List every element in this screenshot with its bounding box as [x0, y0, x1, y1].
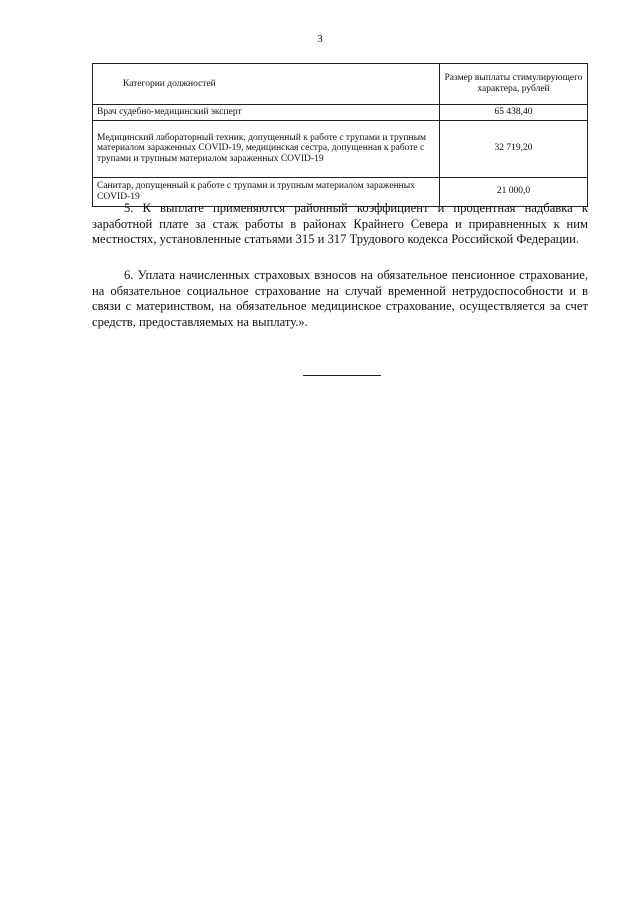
- table-header-row: [93, 64, 588, 105]
- row-amount: 65 438,40: [440, 105, 588, 121]
- row-category: Медицинский лабораторный техник, допущенный к работе с трупами и трупным материалом зараженных COVID-19, медицинская сестра, допущенная к работе с трупами и трупным материалом зараженных COVID-19: [93, 120, 440, 177]
- header-amount: Размер выплаты стимулирующего характера, рублей: [440, 64, 588, 105]
- row-category: Санитар, допущенный к работе с трупами и трупным материалом зараженных COVID-19: [93, 177, 440, 206]
- header-category: Категории должностей: [93, 64, 440, 105]
- end-divider-line: [303, 375, 381, 376]
- paragraph-5: 5. К выплате применяются районный коэффициент и процентная надбавка к заработной плате за стаж работы в районах Крайнего Севера и приравненных к ним местностях, установленные статьями 315 и 317 Трудового кодекса Российской Федерации.: [92, 201, 588, 246]
- paragraph-6: 6. Уплата начисленных страховых взносов на обязательное пенсионное страхование, на обязательное социальное страхование на случай временной нетрудоспособности и в связи с материнством, на обязательное медицинское страхование, осуществляется за счет средств, предоставляемых на выплату.».: [92, 268, 588, 329]
- page-number: 3: [317, 33, 323, 45]
- row-amount: 21 000,0: [440, 177, 588, 206]
- row-amount: 32 719,20: [440, 120, 588, 177]
- row-category: Врач судебно-медицинский эксперт: [93, 105, 440, 121]
- table-row: [93, 105, 588, 121]
- table-row: [93, 120, 588, 177]
- payments-table: [92, 63, 588, 207]
